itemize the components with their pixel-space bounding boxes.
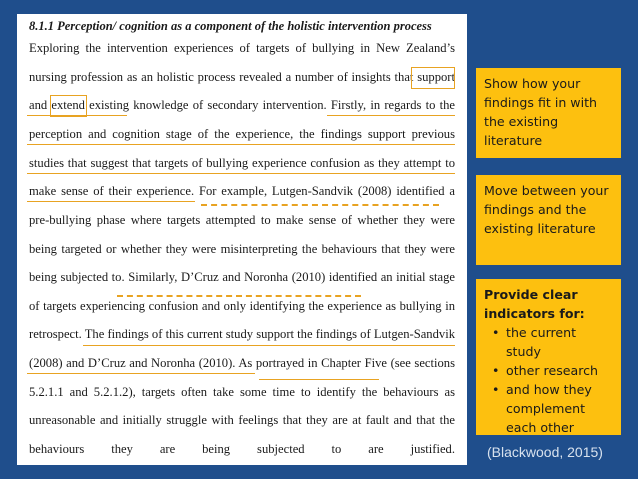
list-item: • the current study (494, 323, 613, 361)
body-line: Exploring the intervention experiences of targets of bullying in New Zealand’s (29, 41, 455, 55)
document-excerpt (17, 14, 467, 465)
body-line: unreasonable and initially struggle with feelings that they are at fault and that the (29, 413, 455, 427)
solid-underline (259, 379, 379, 380)
body-line: make sense of their experience. For example, Lutgen-Sandvik (2008) identified a (29, 184, 455, 198)
body-line: being subjected to. Similarly, D’Cruz and Noronha (2010) identified an initial stage (29, 270, 455, 284)
solid-underline (327, 115, 455, 116)
body-line: nursing profession as an holistic process revealed a number of insights that support (29, 70, 455, 84)
body-line: and extend existing knowledge of secondary intervention. Firstly, in regards to the (29, 98, 455, 112)
section-heading: 8.1.1 Perception/ cognition as a component of the holistic intervention process (29, 19, 432, 33)
body-line: 5.2.1.1 and 5.2.1.2), targets often take some time to identify the behaviours as (29, 385, 455, 399)
list-item: • other research (494, 361, 613, 380)
solid-underline (27, 144, 455, 145)
body-line: of targets experiencing confusion and only identifying the experience as bullying in (29, 299, 455, 313)
citation: (Blackwood, 2015) (487, 444, 603, 460)
list-item: • and how they complement each other (494, 380, 613, 437)
solid-underline (27, 201, 195, 202)
body-line: being targeted or whether they were misinterpreting the behaviours that they were (29, 242, 455, 256)
solid-underline (27, 373, 255, 374)
note-text: Show how your findings fit in with the existing literature (484, 76, 598, 148)
note-text: Move between your findings and the existing literature (484, 183, 609, 236)
body-line: retrospect. The findings of this current study support the findings of Lutgen-Sandvik (29, 327, 455, 341)
body-line: (2008) and D’Cruz and Noronha (2010). As portrayed in Chapter Five (see sections (29, 356, 455, 370)
solid-underline (27, 115, 127, 116)
note-clear-indicators (476, 279, 621, 435)
dashed-underline (117, 295, 361, 297)
note-fit-literature (476, 68, 621, 158)
indicator-list (484, 323, 613, 437)
dashed-underline (201, 204, 439, 206)
body-line: studies that suggest that targets of bullying experience confusion as they attempt to (29, 156, 455, 170)
solid-underline (27, 173, 455, 174)
note-move-between (476, 175, 621, 265)
body-line: behaviours they are being subjected to are justified. (29, 442, 455, 456)
note-title: Provide clear indicators for: (484, 287, 585, 321)
body-line: pre-bullying phase where targets attempted to make sense of whether they were (29, 213, 455, 227)
solid-underline (83, 345, 455, 346)
body-line: perception and cognition stage of the experience, the findings support previous (29, 127, 455, 141)
